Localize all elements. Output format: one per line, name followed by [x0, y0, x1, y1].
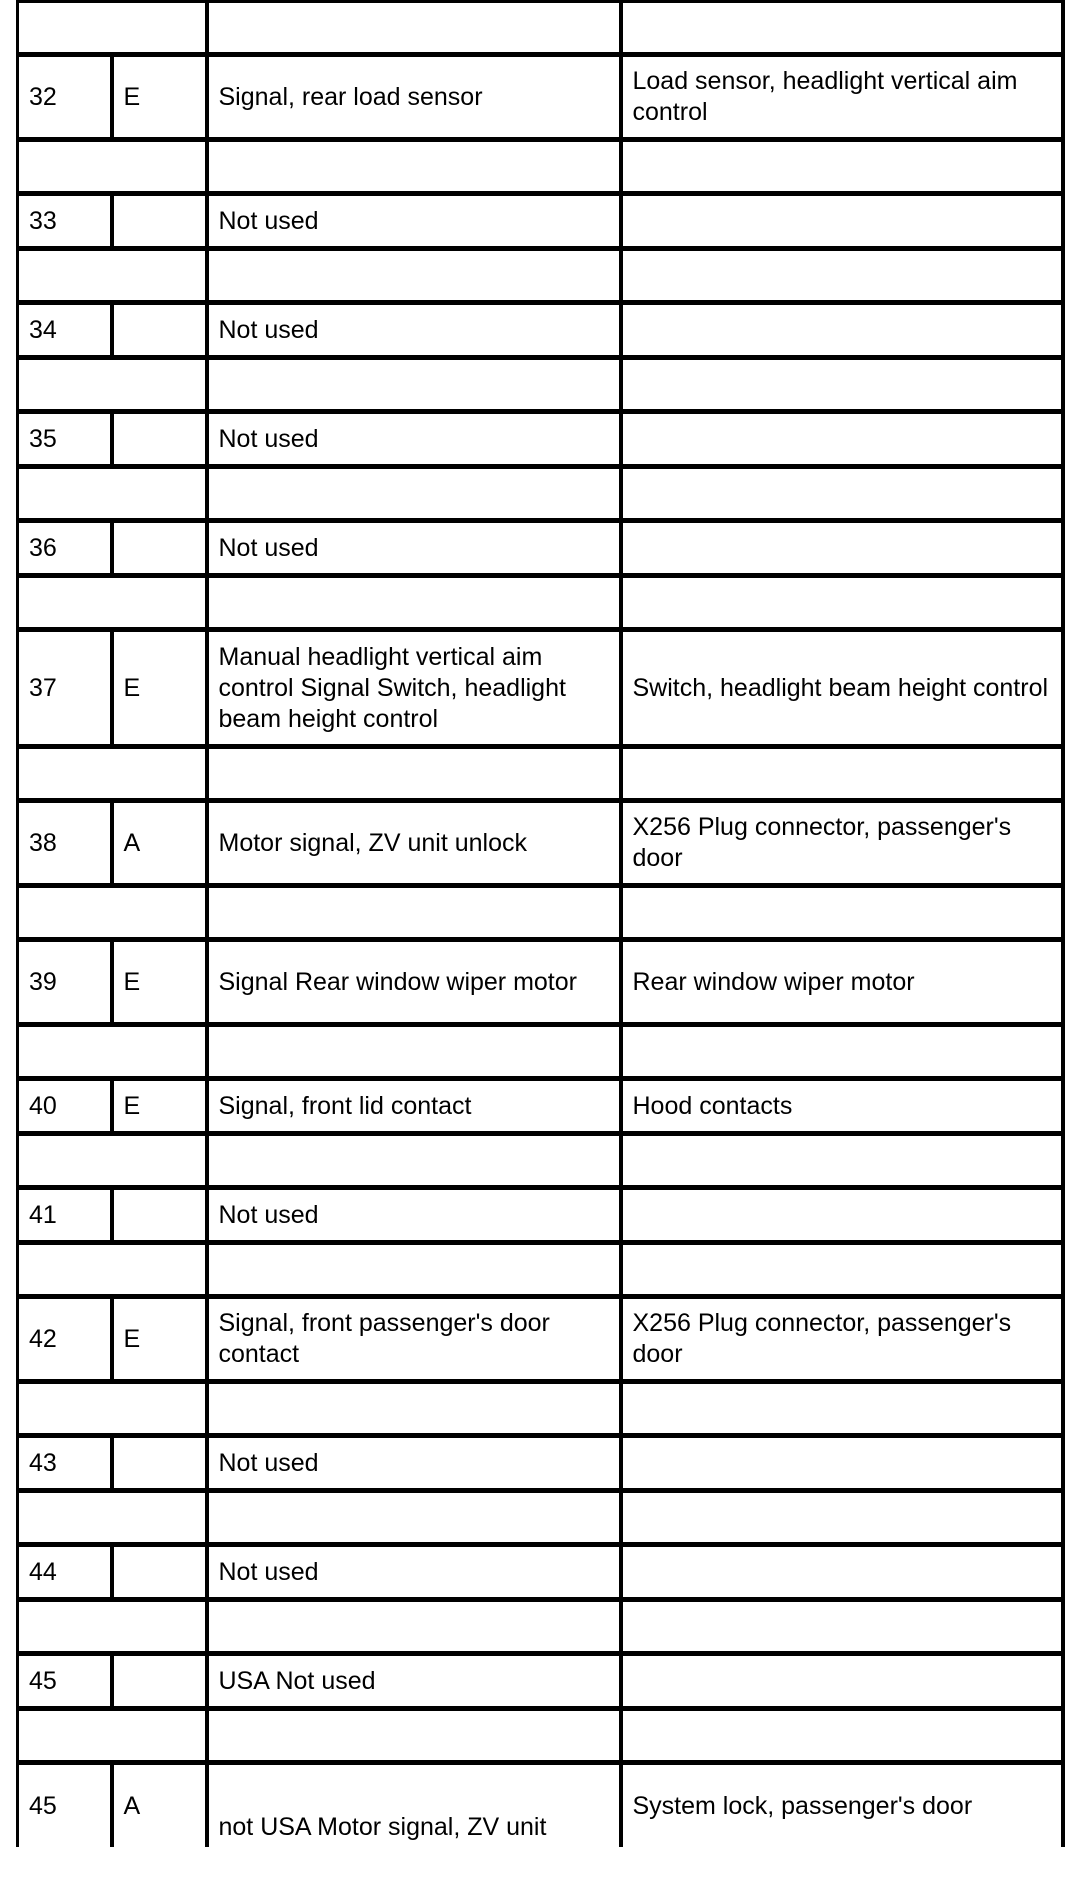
spacer-row	[18, 1600, 1063, 1654]
pin-direction	[112, 194, 207, 249]
spacer-cell	[207, 467, 621, 521]
pin-direction	[112, 1545, 207, 1600]
pin-direction	[112, 1654, 207, 1709]
pin-component: Rear window wiper motor	[621, 940, 1063, 1025]
spacer-cell	[621, 249, 1063, 303]
spacer-cell	[621, 1491, 1063, 1545]
spacer-cell	[207, 358, 621, 412]
pin-component: X256 Plug connector, passenger's door	[621, 1297, 1063, 1382]
pin-signal: Not used	[207, 1436, 621, 1491]
spacer-cell	[18, 747, 207, 801]
pin-signal: Not used	[207, 412, 621, 467]
pin-signal: Signal, front lid contact	[207, 1079, 621, 1134]
pin-component	[621, 521, 1063, 576]
spacer-cell	[18, 467, 207, 521]
spacer-cell	[207, 576, 621, 630]
spacer-row	[18, 358, 1063, 412]
spacer-row	[18, 1491, 1063, 1545]
pin-signal: Signal, front passenger's door contact	[207, 1297, 621, 1382]
spacer-cell	[621, 576, 1063, 630]
spacer-cell	[207, 1709, 621, 1763]
pin-number: 33	[18, 194, 112, 249]
pin-component	[621, 412, 1063, 467]
spacer-cell	[621, 358, 1063, 412]
spacer-cell	[621, 886, 1063, 940]
spacer-cell	[621, 1709, 1063, 1763]
pin-direction	[112, 1436, 207, 1491]
spacer-row	[18, 467, 1063, 521]
pin-signal: Not used	[207, 1545, 621, 1600]
spacer-row	[18, 886, 1063, 940]
table-row	[18, 1188, 1063, 1243]
spacer-cell	[18, 886, 207, 940]
pin-direction: A	[112, 1763, 207, 1848]
table-row	[18, 194, 1063, 249]
pin-direction: E	[112, 1079, 207, 1134]
spacer-row	[18, 1134, 1063, 1188]
spacer-cell	[207, 1382, 621, 1436]
spacer-cell	[18, 358, 207, 412]
pin-signal: USA Not used	[207, 1654, 621, 1709]
spacer-row	[18, 1025, 1063, 1079]
table-row	[18, 412, 1063, 467]
pin-direction: A	[112, 801, 207, 886]
pin-component	[621, 1654, 1063, 1709]
pin-component: System lock, passenger's door	[621, 1763, 1063, 1848]
spacer-cell	[18, 1243, 207, 1297]
pin-component	[621, 1545, 1063, 1600]
pin-component: X256 Plug connector, passenger's door	[621, 801, 1063, 886]
spacer-cell	[18, 249, 207, 303]
pin-signal: Signal, rear load sensor	[207, 55, 621, 140]
pin-direction: E	[112, 1297, 207, 1382]
pin-direction	[112, 412, 207, 467]
pin-signal: Not used	[207, 1188, 621, 1243]
spacer-cell	[18, 1134, 207, 1188]
pin-number: 37	[18, 630, 112, 747]
spacer-cell	[621, 1382, 1063, 1436]
table-row	[18, 1654, 1063, 1709]
spacer-cell	[621, 1243, 1063, 1297]
spacer-cell	[621, 1, 1063, 55]
pin-assignment-table	[16, 0, 1065, 1847]
pin-component: Switch, headlight beam height control	[621, 630, 1063, 747]
pin-component	[621, 1188, 1063, 1243]
spacer-row	[18, 1, 1063, 55]
table-row	[18, 521, 1063, 576]
spacer-cell	[207, 140, 621, 194]
spacer-cell	[18, 1491, 207, 1545]
pin-number: 32	[18, 55, 112, 140]
table-row	[18, 1079, 1063, 1134]
pin-number: 45	[18, 1763, 112, 1848]
pin-number: 43	[18, 1436, 112, 1491]
spacer-row	[18, 747, 1063, 801]
table-row	[18, 303, 1063, 358]
pin-signal: Not used	[207, 194, 621, 249]
spacer-cell	[621, 1600, 1063, 1654]
spacer-row	[18, 1709, 1063, 1763]
spacer-cell	[207, 1491, 621, 1545]
spacer-cell	[207, 249, 621, 303]
table-row	[18, 630, 1063, 747]
pin-number: 45	[18, 1654, 112, 1709]
table-row	[18, 801, 1063, 886]
spacer-cell	[207, 747, 621, 801]
table-row	[18, 1297, 1063, 1382]
spacer-cell	[18, 1, 207, 55]
pin-direction	[112, 521, 207, 576]
pin-number: 39	[18, 940, 112, 1025]
spacer-cell	[18, 140, 207, 194]
pin-component	[621, 303, 1063, 358]
pin-signal: Motor signal, ZV unit unlock	[207, 801, 621, 886]
pin-number: 38	[18, 801, 112, 886]
pin-component: Hood contacts	[621, 1079, 1063, 1134]
pin-number: 34	[18, 303, 112, 358]
spacer-cell	[621, 467, 1063, 521]
pin-number: 42	[18, 1297, 112, 1382]
spacer-row	[18, 140, 1063, 194]
spacer-row	[18, 576, 1063, 630]
pin-number: 36	[18, 521, 112, 576]
pin-signal: Signal Rear window wiper motor	[207, 940, 621, 1025]
spacer-cell	[621, 140, 1063, 194]
spacer-cell	[207, 1, 621, 55]
spacer-cell	[207, 1025, 621, 1079]
table-row	[18, 1545, 1063, 1600]
spacer-cell	[18, 1382, 207, 1436]
spacer-cell	[18, 1600, 207, 1654]
pin-component	[621, 194, 1063, 249]
spacer-cell	[207, 886, 621, 940]
spacer-row	[18, 1382, 1063, 1436]
spacer-cell	[207, 1134, 621, 1188]
pin-number: 35	[18, 412, 112, 467]
pin-signal: not USA Motor signal, ZV unit	[207, 1763, 621, 1848]
spacer-cell	[18, 576, 207, 630]
table-row	[18, 1436, 1063, 1491]
pin-component: Load sensor, headlight vertical aim control	[621, 55, 1063, 140]
pin-direction: E	[112, 630, 207, 747]
spacer-cell	[18, 1709, 207, 1763]
spacer-cell	[621, 1025, 1063, 1079]
table-row	[18, 940, 1063, 1025]
pin-direction	[112, 1188, 207, 1243]
pin-direction	[112, 303, 207, 358]
spacer-cell	[207, 1243, 621, 1297]
table-row	[18, 1763, 1063, 1848]
pin-signal: Not used	[207, 303, 621, 358]
spacer-cell	[621, 1134, 1063, 1188]
pin-signal: Manual headlight vertical aim control Signal Switch, headlight beam height control	[207, 630, 621, 747]
table-row	[18, 55, 1063, 140]
pin-signal: Not used	[207, 521, 621, 576]
spacer-row	[18, 249, 1063, 303]
pin-direction: E	[112, 940, 207, 1025]
pin-number: 40	[18, 1079, 112, 1134]
pin-number: 41	[18, 1188, 112, 1243]
spacer-cell	[207, 1600, 621, 1654]
spacer-row	[18, 1243, 1063, 1297]
pin-number: 44	[18, 1545, 112, 1600]
spacer-cell	[18, 1025, 207, 1079]
pin-direction: E	[112, 55, 207, 140]
spacer-cell	[621, 747, 1063, 801]
pin-component	[621, 1436, 1063, 1491]
